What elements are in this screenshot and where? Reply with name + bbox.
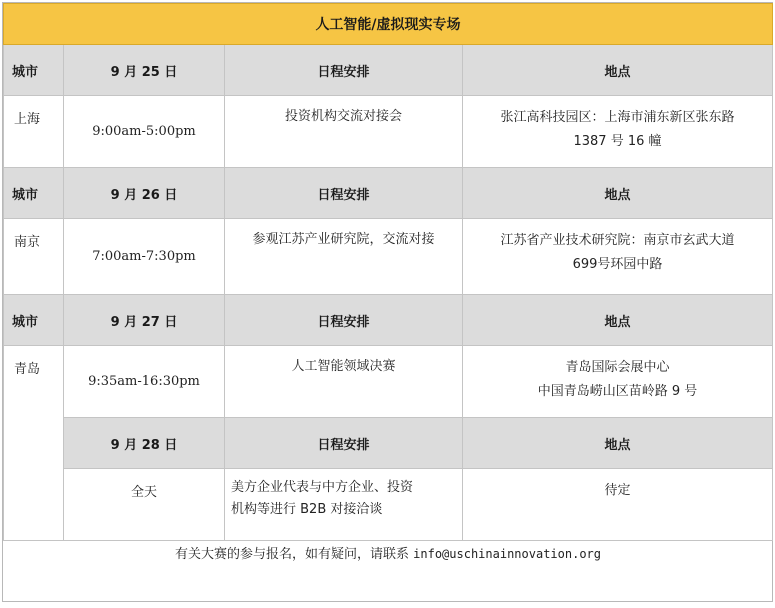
city-cell: 青岛 bbox=[4, 346, 64, 541]
header-row bbox=[4, 168, 773, 219]
header-row bbox=[4, 418, 773, 469]
header-location: 地点 bbox=[463, 418, 773, 469]
time-cell: 9:00am-5:00pm bbox=[64, 96, 225, 168]
table-row bbox=[4, 219, 773, 295]
table-row bbox=[4, 96, 773, 168]
table-row bbox=[4, 346, 773, 418]
schedule-table bbox=[3, 3, 773, 601]
time-cell: 7:00am-7:30pm bbox=[64, 219, 225, 295]
city-cell: 南京 bbox=[4, 219, 64, 295]
table-row bbox=[4, 469, 773, 541]
city-cell: 上海 bbox=[4, 96, 64, 168]
header-schedule: 日程安排 bbox=[225, 295, 463, 346]
location-line: 中国青岛崂山区苗岭路 9 号 bbox=[537, 384, 698, 399]
contact-email: info@uschinainnovation.org bbox=[413, 547, 601, 561]
header-schedule: 日程安排 bbox=[225, 45, 463, 96]
footer-text: 有关大赛的参与报名，如有疑问，请联系 bbox=[175, 547, 410, 562]
time-cell: 全天 bbox=[64, 469, 225, 541]
activity-line: 机构等进行 B2B 对接洽谈 bbox=[231, 502, 383, 517]
header-location: 地点 bbox=[463, 45, 773, 96]
location-line: 青岛国际会展中心 bbox=[565, 360, 670, 375]
table-title: 人工智能/虚拟现实专场 bbox=[4, 4, 773, 45]
location-cell bbox=[463, 346, 773, 418]
activity-cell: 投资机构交流对接会 bbox=[225, 96, 463, 168]
location-line: 张江高科技园区：上海市浦东新区张东路 bbox=[500, 110, 735, 125]
location-line: 699号环园中路 bbox=[572, 257, 663, 272]
header-location: 地点 bbox=[463, 168, 773, 219]
location-cell: 待定 bbox=[463, 469, 773, 541]
header-city: 城市 bbox=[4, 168, 64, 219]
header-location: 地点 bbox=[463, 295, 773, 346]
location-line: 江苏省产业技术研究院：南京市玄武大道 bbox=[500, 233, 735, 248]
header-row bbox=[4, 45, 773, 96]
time-cell: 9:35am-16:30pm bbox=[64, 346, 225, 418]
header-date: 9 月 27 日 bbox=[64, 295, 225, 346]
location-line: 1387 号 16 幢 bbox=[573, 134, 662, 149]
activity-line: 美方企业代表与中方企业、投资 bbox=[231, 480, 414, 495]
activity-cell bbox=[225, 469, 463, 541]
header-date: 9 月 28 日 bbox=[64, 418, 225, 469]
activity-cell: 人工智能领域决赛 bbox=[225, 346, 463, 418]
footer-note bbox=[4, 541, 773, 602]
header-schedule: 日程安排 bbox=[225, 418, 463, 469]
title-row bbox=[4, 4, 773, 45]
header-date: 9 月 25 日 bbox=[64, 45, 225, 96]
footer-row bbox=[4, 541, 773, 602]
header-schedule: 日程安排 bbox=[225, 168, 463, 219]
location-cell bbox=[463, 219, 773, 295]
activity-cell: 参观江苏产业研究院，交流对接 bbox=[225, 219, 463, 295]
location-cell bbox=[463, 96, 773, 168]
header-city: 城市 bbox=[4, 45, 64, 96]
header-city: 城市 bbox=[4, 295, 64, 346]
header-date: 9 月 26 日 bbox=[64, 168, 225, 219]
header-row bbox=[4, 295, 773, 346]
schedule-document bbox=[2, 2, 773, 602]
